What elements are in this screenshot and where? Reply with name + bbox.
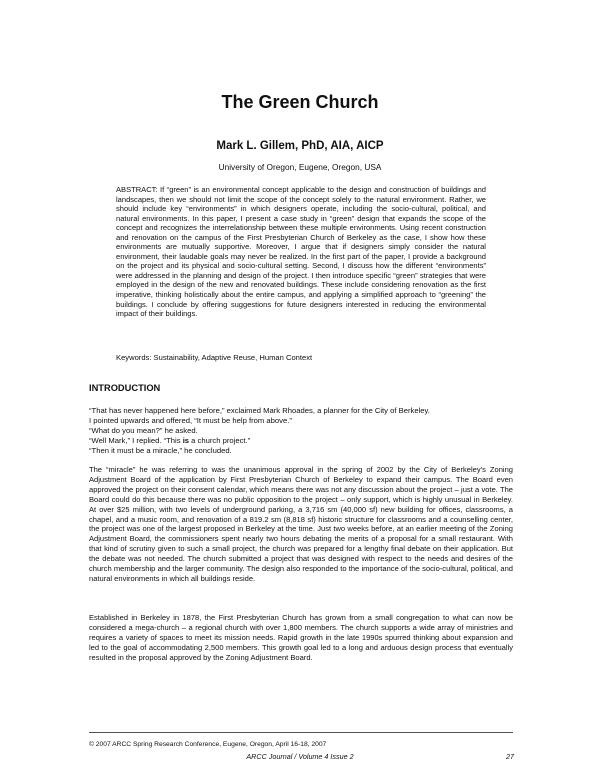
footer-divider (89, 732, 513, 733)
footer-journal: ARCC Journal / Volume 4 Issue 2 (246, 752, 354, 761)
paper-title: The Green Church (221, 92, 379, 112)
dialogue-line: “What do you mean?” he asked. (89, 426, 198, 435)
keywords-line: Keywords: Sustainability, Adaptive Reuse, Human Context (116, 353, 313, 362)
author-name: Mark L. Gillem, PhD, AIA, AICP (216, 140, 384, 152)
footer-copyright: © 2007 ARCC Spring Research Conference, Eugene, Oregon, April 16-18, 2007 (89, 741, 327, 748)
opening-dialogue (89, 406, 519, 456)
dialogue-line: I pointed upwards and offered, “It must be help from above.” (89, 416, 292, 425)
dialogue-text: “Well Mark,” I replied. “This (89, 436, 183, 445)
dialogue-line: “Then it must be a miracle,” he concluded. (89, 446, 232, 455)
body-paragraph-miracle: The “miracle” he was referring to was the unanimous approval in the spring of 2002 by the City of Berkeley’s Zoning Adjustment Board of the application by First Presbyterian Church of Berkeley to expand their campus. The Board even approved the project on their consent calendar, which means there was not any discussion about the project – just a vote. The Board could do this because there was no public opposition to the project – only support, which is highly unusual in Berkeley. At over $25 million, with two levels of underground parking, a 3,716 sm (40,000 sf) new building for offices, classrooms, a chapel, and a music room, and renovation of a 819.2 sm (8,818 sf) historic structure for classrooms and a counselling center, the project was one of the largest proposed in Berkeley at the time. Just two weeks before, at an earlier meeting of the Zoning Adjustment Board, the commissioners spent nearly two hours debating the merits of a proposal for a small restaurant. With that kind of scrutiny given to such a small project, the church was prepared for a lengthy final debate on their application. But the debate was not needed. The church submitted a project that was designed with respect to the needs and desires of the church membership and the larger community. The design also responded to the importance of the socio-cultural, political, and natural environments in which all buildings reside. (89, 465, 513, 583)
section-heading-introduction: INTRODUCTION (89, 383, 161, 393)
author-affiliation: University of Oregon, Eugene, Oregon, USA (218, 162, 382, 172)
dialogue-line (89, 436, 519, 446)
dialogue-line: “That has never happened here before,” exclaimed Mark Rhoades, a planner for the City of Berkeley. (89, 406, 430, 415)
dialogue-emphasis: is (182, 436, 190, 445)
dialogue-text: a church project.” (189, 436, 251, 445)
abstract-paragraph: ABSTRACT: If “green” is an environmental concept applicable to the design and construction of buildings and landscapes, then we should not limit the scope of the concept solely to the natural environment. Rather, we should include key “environments” in which designers operate, including the socio-cultural, political, and natural environments. In this paper, I present a case study in “green” design that expands the scope of the concept and recognizes the interrelationship between these multiple environments. Using recent construction and renovation on the campus of the First Presbyterian Church of Berkeley as the case, I show how these environments are mutually supportive. Moreover, I argue that if designers simply consider the natural environment, their laudable goals may never be realized. In the first part of the paper, I provide a background on the project and its physical and socio-cultural setting. Second, I discuss how the different “environments” were addressed in the planning and design of the project. I then introduce specific “green” strategies that were employed in the design of the new and renovated buildings. These include considering renovation as the first imperative, thinking holistically about the entire campus, and applying a simplified approach to “greening” the buildings. I conclude by offering suggestions for future designers interested in reducing the environmental impact of their buildings. (116, 185, 486, 319)
body-paragraph-history: Established in Berkeley in 1878, the First Presbyterian Church has grown from a small congregation to what can now be considered a mega-church – a regional church with over 1,800 members. The church supports a wide array of ministries and requires a variety of spaces to meet its mission needs. Rapid growth in the late 1990s spurred thinking about expansion and led to the goal of accommodating 2,500 members. This growth goal led to a long and arduous design process that eventually resulted in the proposal approved by the Zoning Adjustment Board. (89, 613, 513, 662)
page-number: 27 (506, 752, 514, 761)
